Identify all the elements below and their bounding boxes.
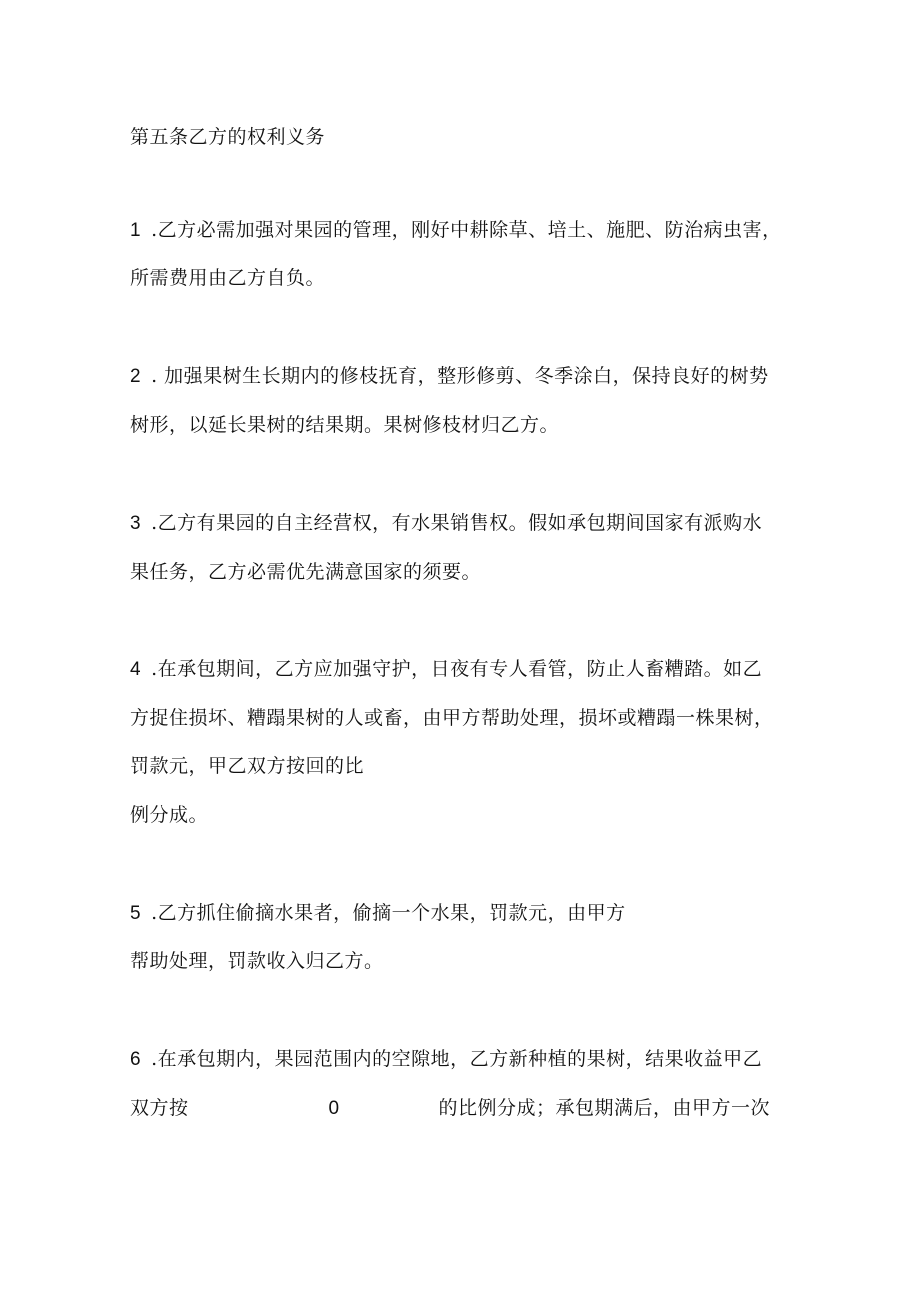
clause-4-line-4: 例分成。 (130, 804, 209, 826)
clause-2-line-2: 树形，以延长果树的结果期。果树修枝材归乙方。 (130, 414, 560, 436)
clause-4-line-2: 方捉住损坏、糟蹋果树的人或畜，由甲方帮助处理，损坏或糟蹋一株果树， (130, 707, 774, 729)
fill-in-blank-value: 0 (328, 1098, 340, 1119)
clause-text-suffix: 的比例分成；承包期满后，由甲方一次 (438, 1097, 771, 1119)
clause-text: .在承包期间，乙方应加强守护，日夜有专人看管，防止人畜糟踏。如乙 (151, 658, 763, 680)
clause-text: . 加强果树生长期内的修枝抚育，整形修剪、冬季涂白，保持良好的树势 (151, 365, 769, 387)
clause-number: 4 (130, 659, 142, 680)
clause-5-line-1 (130, 901, 626, 926)
clause-number: 6 (130, 1049, 142, 1070)
clause-6-line-1 (130, 1047, 762, 1072)
clause-text: .在承包期内，果园范围内的空隙地，乙方新种植的果树，结果收益甲乙 (151, 1048, 763, 1070)
clause-3-line-1 (130, 511, 762, 536)
clause-5-line-2: 帮助处理，罚款收入归乙方。 (130, 950, 384, 972)
clause-text: .乙方抓住偷摘水果者，偷摘一个水果，罚款元，由甲方 (151, 902, 626, 924)
clause-3-line-2: 果任务，乙方必需优先满意国家的须要。 (130, 561, 482, 583)
clause-number: 2 (130, 366, 142, 387)
clause-1-line-2: 所需费用由乙方自负。 (130, 267, 326, 289)
clause-number: 5 (130, 903, 142, 924)
section-heading: 第五条乙方的权利义务 (130, 126, 326, 148)
clause-4-line-3: 罚款元，甲乙双方按回的比 (130, 755, 365, 777)
clause-6-line-2 (130, 1096, 770, 1121)
clause-number: 1 (130, 220, 142, 241)
clause-2-line-1 (130, 364, 769, 389)
clause-1-line-1 (130, 218, 782, 243)
clause-text: .乙方有果园的自主经营权，有水果销售权。假如承包期间国家有派购水 (151, 512, 763, 534)
clause-4-line-1 (130, 657, 762, 682)
clause-text: .乙方必需加强对果园的管理，刚好中耕除草、培土、施肥、防治病虫害， (151, 219, 782, 241)
clause-number: 3 (130, 513, 142, 534)
clause-text-prefix: 双方按 (130, 1097, 189, 1119)
